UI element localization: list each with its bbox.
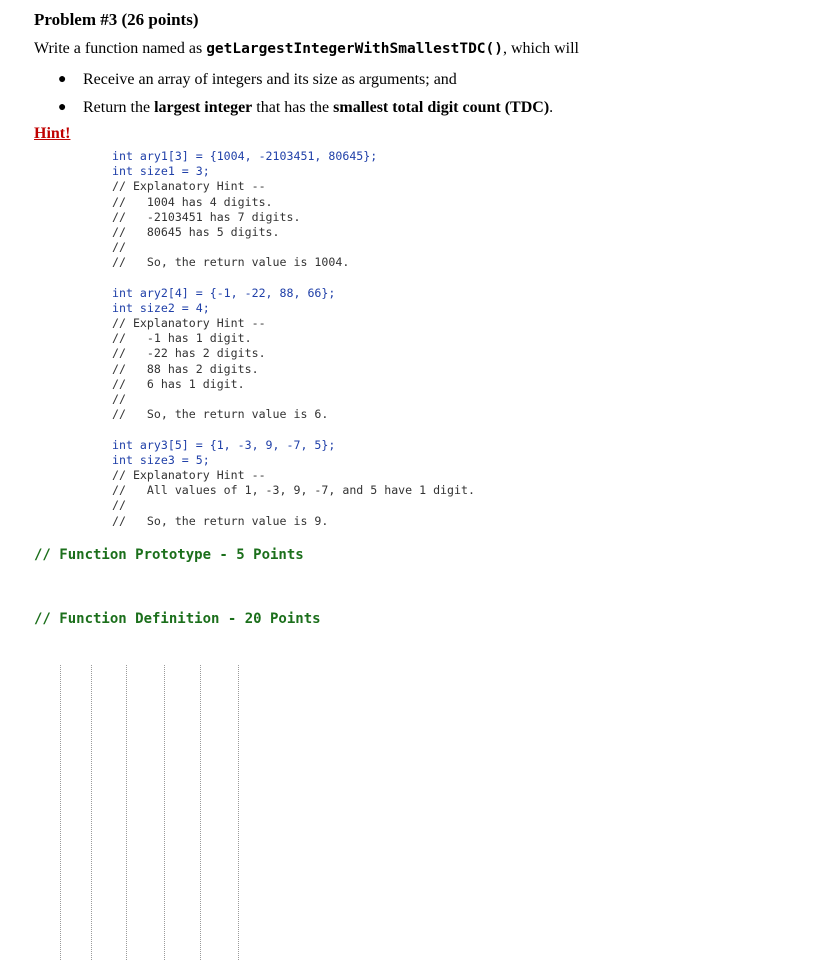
code-line [112,301,475,316]
code-line [112,453,475,468]
code-comment: // [112,392,126,406]
requirement-item [58,66,553,94]
code-declaration: int size3 = 5; [112,452,210,467]
code-comment: // 1004 has 4 digits. [112,194,273,209]
requirement-text: Receive an array of integers and its size as arguments; and [83,71,457,88]
code-example [112,149,475,529]
requirement-text: that has the [252,99,334,116]
requirement-text: . [549,99,554,116]
answer-area[interactable] [60,665,260,960]
bullet-icon: ● [58,100,67,115]
code-comment: // All values of 1, -3, 9, -7, and 5 have 1 digit. [112,483,475,498]
code-declaration: int ary1[3] = {1004, -2103451, 80645}; [112,149,378,163]
guide-line [91,665,92,960]
guide-line [164,665,165,960]
code-comment: // Explanatory Hint -- [112,179,266,194]
problem-intro [34,37,579,61]
requirements-list [58,66,553,122]
code-comment: // [112,498,126,513]
code-line [112,438,475,453]
requirement-emphasis: smallest total digit count (TDC) [333,99,550,116]
intro-text-before: Write a function named as [34,40,207,57]
prototype-section-heading: // Function Prototype - 5 Points [34,547,304,563]
problem-title: Problem #3 (26 points) [34,10,199,29]
code-declaration: int ary3[5] = {1, -3, 9, -7, 5}; [112,437,336,452]
requirement-emphasis: largest integer [154,99,253,116]
code-declaration: int ary2[4] = {-1, -22, 88, 66}; [112,285,336,300]
guide-line [200,665,201,960]
function-name: getLargestIntegerWithSmallestTDC() [206,41,503,57]
code-declaration: int size1 = 3; [112,164,210,179]
code-comment: // So, the return value is 1004. [112,255,350,270]
requirement-item [58,94,553,122]
code-line [112,286,475,301]
code-comment: // 6 has 1 digit. [112,376,245,391]
guide-line [60,665,61,960]
guide-line [126,665,127,960]
code-gap [112,422,475,437]
hint-link[interactable]: Hint! [34,125,71,142]
code-declaration: int size2 = 4; [112,300,210,315]
requirement-text: Return the [83,99,155,116]
code-comment: // 88 has 2 digits. [112,361,259,376]
code-comment: // Explanatory Hint -- [112,467,266,482]
guide-line [238,665,239,960]
code-comment: // So, the return value is 6. [112,407,329,422]
code-line [112,164,475,179]
code-comment: // -22 has 2 digits. [112,346,266,361]
bullet-icon: ● [58,72,67,87]
code-comment: // Explanatory Hint -- [112,316,266,331]
code-comment: // So, the return value is 9. [112,513,329,528]
code-comment: // -1 has 1 digit. [112,331,252,346]
intro-text-after: , which will [503,40,579,57]
code-comment: // [112,240,126,255]
definition-section-heading: // Function Definition - 20 Points [34,611,321,627]
code-line [112,149,475,164]
code-comment: // 80645 has 5 digits. [112,224,280,239]
code-gap [112,271,475,286]
code-comment: // -2103451 has 7 digits. [112,209,301,224]
